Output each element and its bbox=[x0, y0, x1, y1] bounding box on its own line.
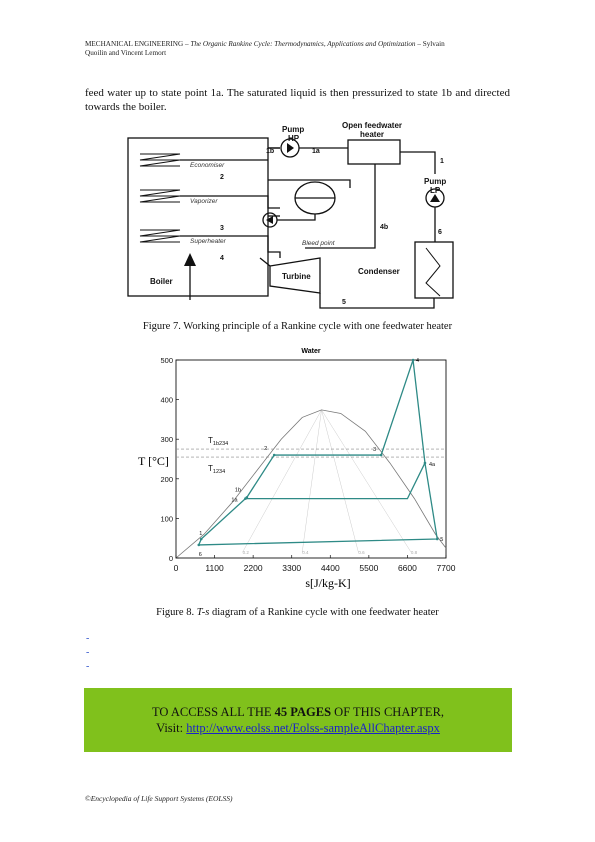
cycle-state-point bbox=[424, 462, 427, 465]
state-point-label: 1a bbox=[231, 497, 238, 504]
access-banner bbox=[84, 688, 512, 752]
chapter-link[interactable]: http://www.eolss.net/Eolss-sampleAllChapter.aspx bbox=[186, 721, 440, 735]
x-tick-label: 5500 bbox=[359, 563, 379, 573]
state-5-label: 5 bbox=[342, 299, 346, 306]
rankine-schematic-figure bbox=[120, 118, 500, 318]
state-point-label: 2 bbox=[264, 446, 268, 453]
economiser-label: Economiser bbox=[190, 162, 225, 169]
state-4-label: 4 bbox=[220, 255, 224, 262]
boiler-label: Boiler bbox=[150, 277, 173, 286]
banner-visit: Visit: bbox=[156, 721, 187, 735]
vaporizer-label: Vaporizer bbox=[190, 198, 218, 205]
list-markers bbox=[86, 632, 89, 674]
list-marker: - bbox=[86, 661, 90, 672]
running-header bbox=[85, 40, 515, 58]
state-point-label: 5 bbox=[440, 536, 444, 543]
open-fw-label-1: Open feedwater bbox=[342, 121, 403, 130]
quality-label: 0.8 bbox=[410, 550, 418, 556]
iso-temperature-label: $T_{1234}$ bbox=[208, 464, 226, 476]
y-tick-label: 400 bbox=[160, 395, 173, 405]
x-tick-label: 2200 bbox=[243, 563, 263, 573]
open-fw-label-2: heater bbox=[360, 130, 385, 139]
header-prefix: MECHANICAL ENGINEERING – bbox=[85, 40, 191, 48]
figure-7-caption: Figure 7. Working principle of a Rankine cycle with one feedwater heater bbox=[142, 321, 453, 332]
x-tick-label: 1100 bbox=[205, 563, 224, 573]
page-footer: ©Encyclopedia of Life Support Systems (EOLSS) bbox=[85, 794, 233, 803]
ts-diagram-chart bbox=[128, 342, 468, 592]
list-marker: - bbox=[86, 647, 90, 658]
iso-temperature-label: $T_{1b234}$ bbox=[208, 436, 229, 448]
superheater-label: Superheater bbox=[190, 238, 226, 245]
state-6-label: 6 bbox=[438, 229, 442, 236]
figure-8-caption bbox=[0, 607, 595, 618]
cycle-state-point bbox=[197, 544, 200, 547]
list-marker: - bbox=[86, 633, 90, 644]
state-2-label: 2 bbox=[220, 174, 224, 181]
state-point-label: 1 bbox=[199, 530, 203, 537]
x-tick-label: 4400 bbox=[320, 563, 340, 573]
cycle-state-point bbox=[200, 538, 203, 541]
state-1-label: 1 bbox=[440, 158, 444, 165]
banner-pages-count: 45 PAGES bbox=[274, 705, 332, 719]
cycle-state-point bbox=[412, 359, 415, 362]
y-tick-label: 0 bbox=[168, 554, 173, 563]
y-tick-label: 200 bbox=[160, 474, 173, 484]
figure-8-caption-suffix: diagram of a Rankine cycle with one feedwater heater bbox=[209, 607, 439, 618]
open-feedwater-heater-box bbox=[348, 140, 400, 164]
header-title: The Organic Rankine Cycle: Thermodynamics, Applications and Optimization bbox=[190, 40, 416, 48]
quality-label: 0.6 bbox=[358, 550, 365, 556]
condenser-label: Condenser bbox=[358, 267, 400, 276]
x-tick-label: 7700 bbox=[436, 563, 456, 573]
banner-line-1 bbox=[84, 704, 512, 720]
pump-hp-label-1: Pump bbox=[282, 125, 305, 134]
y-tick-label: 300 bbox=[160, 435, 173, 445]
y-axis-label: T [°C] bbox=[138, 454, 169, 468]
x-axis-label: s[J/kg-K] bbox=[305, 576, 351, 590]
state-3-label: 3 bbox=[220, 225, 224, 232]
state-point-label: 4 bbox=[416, 358, 420, 364]
condenser-box bbox=[415, 242, 453, 298]
body-paragraph: feed water up to state point 1a. The saturated liquid is then pressurized to state 1b and directed towards the boiler. bbox=[85, 87, 510, 113]
cycle-state-point bbox=[380, 454, 383, 457]
quality-label: 0.2 bbox=[242, 550, 249, 556]
y-tick-label: 500 bbox=[160, 356, 173, 365]
cycle-state-point bbox=[273, 454, 276, 457]
cycle-state-point bbox=[436, 538, 439, 541]
state-1a-label: 1a bbox=[312, 148, 320, 155]
pump-lp-label-2: LP bbox=[430, 186, 441, 195]
y-tick-label: 100 bbox=[160, 514, 173, 524]
header-authors-b: Quoilin and Vincent Lemort bbox=[85, 49, 167, 57]
banner-text-a: TO ACCESS ALL THE bbox=[151, 705, 275, 719]
state-point-label: 6 bbox=[198, 551, 202, 558]
figure-8-caption-prefix: Figure 8. bbox=[156, 607, 197, 618]
figure-8-caption-italic: T-s bbox=[196, 607, 210, 618]
header-authors-a: Sylvain bbox=[422, 40, 445, 48]
x-tick-label: 0 bbox=[173, 563, 179, 573]
bleed-point-label: Bleed point bbox=[302, 240, 335, 247]
state-point-label: 3 bbox=[373, 447, 377, 454]
x-tick-label: 3300 bbox=[282, 563, 302, 573]
banner-line-2 bbox=[84, 720, 512, 736]
cycle-state-point bbox=[246, 496, 249, 499]
plot-frame bbox=[176, 360, 446, 558]
state-4b-label: 4b bbox=[380, 224, 389, 231]
pump-hp-label-2: HP bbox=[288, 134, 300, 143]
state-point-label: 4a bbox=[428, 461, 436, 468]
banner-text-c: OF THIS CHAPTER, bbox=[331, 705, 445, 719]
turbine-label: Turbine bbox=[282, 272, 311, 281]
quality-label: 0.4 bbox=[302, 550, 309, 556]
state-point-label: 1b bbox=[234, 487, 241, 494]
chart-title: Water bbox=[301, 348, 321, 355]
x-tick-label: 6600 bbox=[397, 563, 417, 573]
pump-lp-label-1: Pump bbox=[424, 177, 447, 186]
state-1b-label: 1b bbox=[266, 148, 275, 155]
header-sep: – bbox=[415, 40, 423, 48]
